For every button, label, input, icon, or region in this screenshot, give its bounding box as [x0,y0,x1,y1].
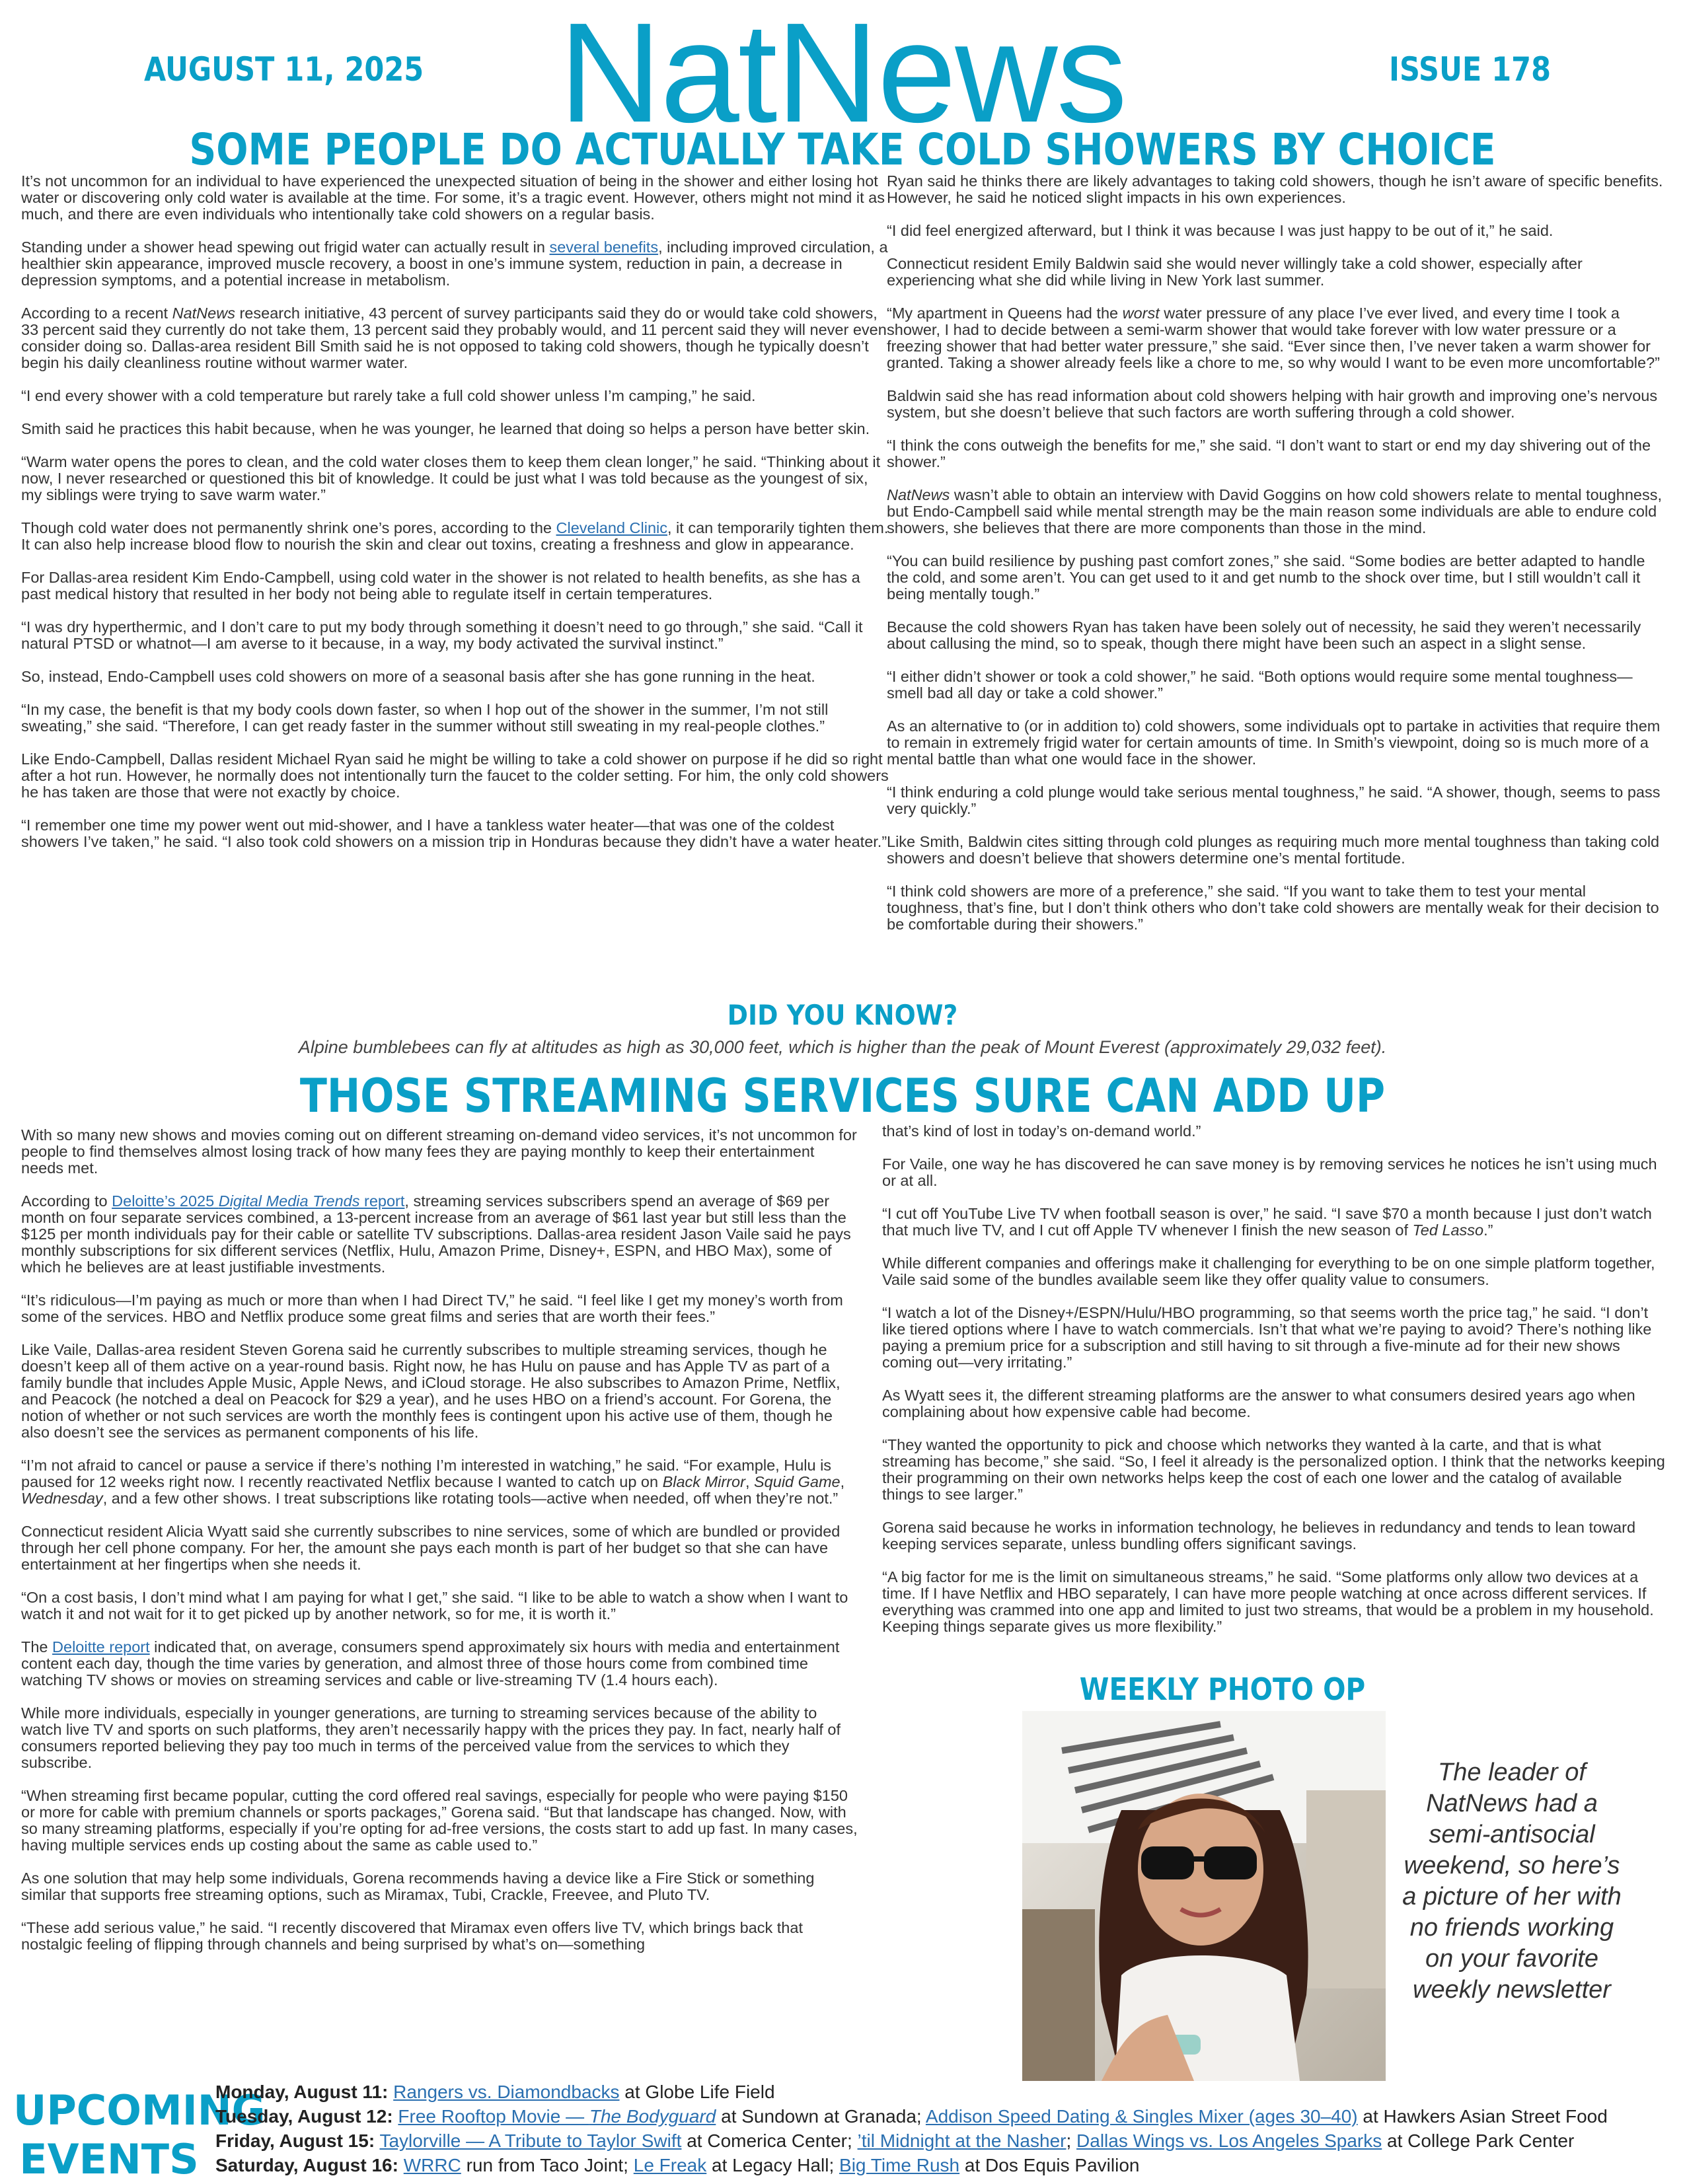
paragraph: “I remember one time my power went out mid-shower, and I have a tankless water heater—that was one of the coldest showers I’ve taken,” he said. “I also took cold showers on a mission trip in Honduras because they didn’t have a water heater.” [21,817,887,850]
paragraph: “I’m not afraid to cancel or pause a service if there’s nothing I’m interested in watching,” he said. “For example, Hulu is paused for 12 weeks right now. I recently reactivated Netflix because I wanted to catch up on Black Mirror, Squid Game, Wednesday, and a few other shows. I treat subscriptions like rotating tools—active when needed, off when they’re not.” [21,1457,845,1507]
article-link[interactable]: Taylorville — A Tribute to Taylor Swift [379,2130,682,2151]
paragraph: Smith said he practices this habit because, when he was younger, he learned that doing so helps a person have better skin. [21,420,870,437]
upcoming-events-list [215,2080,1669,2177]
issue-date: AUGUST 11, 2025 [144,50,424,89]
paragraph: “Warm water opens the pores to clean, and the cold water closes them to keep them clean longer,” he said. “Thinking about it now, I never researched or questioned this bit of knowledge. It could be just what I was told because as the youngest of six, my siblings were trying to save warm water.” [21,453,881,503]
article-link[interactable]: Le Freak [633,2155,707,2175]
paragraph: “You can build resilience by pushing past comfort zones,” she said. “Some bodies are better adapted to handle the cold, and some aren’t. You can get used to it and get numb to the shock over time, but I still wouldn’t call it being mentally tough.” [887,552,1645,602]
paragraph: Baldwin said she has read information about cold showers helping with hair growth and improving one’s nervous system, but she doesn’t believe that such factors are worth suffering through a cold shower. [887,387,1658,421]
paragraph: “I think the cons outweigh the benefits for me,” she said. “I don’t want to start or end my day shivering out of the shower.” [887,437,1651,470]
upcoming-events-label: UPCOMING EVENTS [13,2086,266,2183]
article-link[interactable]: Addison Speed Dating & Singles Mixer (ages 30–40) [925,2106,1358,2127]
photo-op-caption: The leader of NatNews had a semi-antisocial weekend, so here’s a picture of her with no friends working on your favorite weekly newsletter [1402,1759,1622,2004]
paragraph: “I watch a lot of the Disney+/ESPN/Hulu/HBO programming, so that seems worth the price tag,” he said. “I don’t like tiered options where I have to watch commercials. Isn’t that what we’re paying to avoid? There’s nothing like paying a premium price for a subscription and still having to sit through a five-minute ad for their new shows coming out—very irritating.” [882,1304,1652,1371]
article-link[interactable]: Rangers vs. Diamondbacks [393,2082,620,2102]
issue-number: ISSUE 178 [1389,50,1552,89]
paragraph: “I think cold showers are more of a preference,” she said. “If you want to take them to test your mental toughness, that’s fine, but I don’t think others who don’t take cold showers are mentally weak for their decision to be comfortable during their showers.” [887,883,1659,933]
paragraph: “In my case, the benefit is that my body cools down faster, so when I hop out of the shower in the summer, I’m not still sweating,” she said. “Therefore, I can get ready faster in the summer without still sweating in my real-people clothes.” [21,701,829,735]
paragraph: “I cut off YouTube Live TV when football season is over,” he said. “I save $70 a month because I just don’t watch that much live TV, and I cut off Apple TV whenever I finish the new season of Ted Lasso.” [882,1205,1652,1239]
paragraph: For Vaile, one way he has discovered he can save money is by removing services he notices he isn’t using much or at all. [882,1155,1657,1189]
paragraph: “My apartment in Queens had the worst water pressure of any place I’ve ever lived, and every time I took a shower, I had to decide between a semi-warm shower that would take forever with low water pressure or a freezing shower that had better water pressure,” she said. “Ever since then, I’ve never taken a warm shower for granted. Taking a shower already feels like a chore to me, so why would I want to be even more uncomfortable?” [887,305,1660,371]
article-link[interactable]: WRRC [403,2155,461,2175]
paragraph: “They wanted the opportunity to pick and choose which networks they wanted à la carte, and that is what streaming has become,” she said. “So, I feel it already is the personalized option. I think that the networks keeping their programming on their own networks helps keep the cost of each one lower and the catalog of available things to see larger.” [882,1436,1665,1503]
article-link[interactable]: several benefits [549,238,659,256]
article2-left-column [21,1127,859,1969]
article2-headline: THOSE STREAMING SERVICES SURE CAN ADD UP [299,1069,1386,1123]
paragraph: The Deloitte report indicated that, on average, consumers spend approximately six hours with media and entertainment content each day, though the time varies by generation, and almost three of those hours come from combined time watching TV shows or movies on streaming services and cable or live-streaming TV (1.4 hours each). [21,1638,840,1689]
paragraph: As Wyatt sees it, the different streaming platforms are the answer to what consumers desired years ago when complaining about how expensive cable had become. [882,1387,1635,1420]
paragraph: “On a cost basis, I don’t mind what I am paying for what I get,” she said. “I like to be able to watch a show when I want to watch it and not wait for it to get picked up by another network, so for me, it is worth it.” [21,1589,848,1622]
woman-with-sunglasses-photo [1022,1711,1386,2081]
paragraph: “I think enduring a cold plunge would take serious mental toughness,” he said. “A shower, though, seems to pass very quickly.” [887,783,1661,817]
paragraph: Because the cold showers Ryan has taken have been solely out of necessity, he said they weren’t necessarily about callusing the mind, so to speak, though there might have been such an aspect in a slight sense. [887,618,1641,652]
paragraph: So, instead, Endo-Campbell uses cold showers on more of a seasonal basis after she has gone running in the heat. [21,668,815,685]
newsletter-title: NatNews [558,0,1127,152]
paragraph: “A big factor for me is the limit on simultaneous streams,” he said. “Some platforms only allow two devices at a time. If I have Netflix and HBO separately, I can have more people watching at once across different services. If everything was crammed into one app and limited to just two streams, that would be a problem in my household. Keeping things separate gives us more flexibility.” [882,1568,1654,1635]
article-link[interactable]: Big Time Rush [839,2155,960,2175]
event-line: Monday, August 11: Rangers vs. Diamondbacks at Globe Life Field [215,2082,775,2102]
article-link[interactable]: Cleveland Clinic [556,519,667,536]
paragraph: Standing under a shower head spewing out frigid water can actually result in several benefits, including improved circulation, a healthier skin appearance, improved muscle recovery, a boost in one’s immune system, reduction in pain, a decrease in depression symptoms, and a potential increase in metabolism. [21,238,888,289]
article-link[interactable]: Free Rooftop Movie — The Bodyguard [398,2106,716,2127]
paragraph: While different companies and offerings make it challenging for everything to be on one simple platform together, Vaile said some of the bundles available seem like they offer quality value to consumers. [882,1255,1655,1288]
paragraph: that’s kind of lost in today’s on-demand world.” [882,1122,1201,1140]
paragraph: “I did feel energized afterward, but I think it was because I was just happy to be out of it,” he said. [887,222,1554,239]
photo-op-image [1022,1711,1386,2081]
article-link[interactable]: ’til Midnight at the Nasher [857,2130,1067,2151]
paragraph: “These add serious value,” he said. “I recently discovered that Miramax even offers live TV, which brings back that nostalgic feeling of flipping through channels and being surprised by what’s on—something [21,1919,803,1953]
paragraph: Connecticut resident Alicia Wyatt said she currently subscribes to nine services, some of which are bundled or provided through her cell phone company. For her, the amount she pays each month is part of her budget so that she can have entertainment at her fingertips when she needs it. [21,1523,841,1573]
event-line: Saturday, August 16: WRRC run from Taco Joint; Le Freak at Legacy Hall; Big Time Rush at Dos Equis Pavilion [215,2155,1140,2175]
paragraph: It’s not uncommon for an individual to have experienced the unexpected situation of being in the shower and either losing hot water or discovering only cold water is available at the time. For some, it’s a tragic event. However, others might not mind it as much, and there are even individuals who intentionally take cold showers on a regular basis. [21,172,885,223]
event-line: Tuesday, August 12: Free Rooftop Movie — The Bodyguard at Sundown at Granada; Addison Speed Dating & Singles Mixer (ages 30–40) at Hawkers Asian Street Food [215,2106,1608,2127]
paragraph: Though cold water does not permanently shrink one’s pores, according to the Cleveland Clinic, it can temporarily tighten them. It can also help increase blood flow to nourish the skin and clear out toxins, creating a freshness and glow in appearance. [21,519,889,553]
paragraph: While more individuals, especially in younger generations, are turning to streaming services because of the ability to watch live TV and sports on such platforms, they aren’t necessarily happy with the prices they pay. In fact, nearly half of consumers reported believing they pay too much in terms of the perceived value from the services to which they subscribe. [21,1704,841,1771]
paragraph: “I either didn’t shower or took a cold shower,” he said. “Both options would require some mental toughness—smell bad all day or take a cold shower.” [887,668,1633,702]
article-link[interactable]: Deloitte’s 2025 Digital Media Trends report [112,1192,405,1210]
paragraph: As one solution that may help some individuals, Gorena recommends having a device like a Fire Stick or something similar that supports free streaming options, such as Miramax, Tubi, Crackle, Freevee, and Pluto TV. [21,1870,815,1903]
photo-op-label: WEEKLY PHOTO OP [1079,1671,1366,1707]
paragraph: “When streaming first became popular, cutting the cord offered real savings, especially for people who were paying $150 or more for cable with premium channels or sports packages,” Gorena said. “But that landscape has changed. Now, with so many streaming platforms, especially if you’re opting for ad-free versions, the costs start to add up fast. In many cases, having multiple services ends up costing about the same as cable used to.” [21,1787,858,1854]
paragraph: For Dallas-area resident Kim Endo-Campbell, using cold water in the shower is not related to health benefits, as she has a past medical history that resulted in her body not being able to regulate itself in certain temperatures. [21,569,860,602]
article-link[interactable]: Deloitte report [52,1638,150,1656]
paragraph: Ryan said he thinks there are likely advantages to taking cold showers, though he isn’t aware of specific benefits. However, he said he noticed slight impacts in his own experiences. [887,172,1663,206]
paragraph: Like Endo-Campbell, Dallas resident Michael Ryan said he might be willing to take a cold shower on purpose if he did so right after a hot run. However, he normally does not intentionally turn the faucet to the colder setting. For him, the only cold showers he has taken are those that were not exactly by choice. [21,750,889,801]
paragraph: According to a recent NatNews research initiative, 43 percent of survey participants said they do or would take cold showers, 33 percent said they currently do not take them, 13 percent said they probably would, and 11 percent said they will never even consider doing so. Dallas-area resident Bill Smith said he is not opposed to taking cold showers, though he typically doesn’t begin his daily cleanliness routine without warmer water. [21,305,887,371]
paragraph: NatNews wasn’t able to obtain an interview with David Goggins on how cold showers relate to mental toughness, but Endo-Campbell said while mental strength may be the main reason some individuals are able to endure cold showers, she believes that there are more components than those in the mind. [887,486,1663,536]
paragraph: As an alternative to (or in addition to) cold showers, some individuals opt to partake in activities that require them to remain in extremely frigid water for certain amounts of time. In Smith’s viewpoint, doing so is much more of a mental battle than what one would face in the shower. [887,717,1661,768]
paragraph: According to Deloitte’s 2025 Digital Media Trends report, streaming services subscribers spend an average of $69 per month on four separate services combined, a 13-percent increase from an average of $61 last year but still less than the $125 per month individuals pay for their cable or satellite TV subscriptions. Dallas-area resident Jason Vaile said he pays monthly subscriptions for six different services (Netflix, Hulu, Amazon Prime, Disney+, ESPN, and HBO Max), some of which he believes are at least justifiable investments. [21,1192,851,1276]
article2-right-column [882,1123,1665,1652]
event-line: Friday, August 15: Taylorville — A Tribute to Taylor Swift at Comerica Center; ’til Midnight at the Nasher; Dallas Wings vs. Los Angeles Sparks at College Park Center [215,2130,1575,2151]
article-link[interactable]: Dallas Wings vs. Los Angeles Sparks [1076,2130,1382,2151]
paragraph: “I was dry hyperthermic, and I don’t care to put my body through something it doesn’t need to go through,” she said. “Call it natural PTSD or whatnot—I am averse to it because, in a way, my body activated the survival instinct.” [21,618,863,652]
did-you-know-fact: Alpine bumblebees can fly at altitudes as high as 30,000 feet, which is higher than the peak of Mount Everest (approximately 29,032 feet). [298,1037,1387,1057]
article1-right-column [887,173,1665,949]
paragraph: Connecticut resident Emily Baldwin said she would never willingly take a cold shower, especially after experiencing what she did while living in New York last summer. [887,255,1583,289]
paragraph: Like Smith, Baldwin cites sitting through cold plunges as requiring much more mental toughness than taking cold showers and doesn’t believe that showers determine one’s mental fortitude. [887,833,1660,867]
article1-left-column [21,173,892,867]
paragraph: “It’s ridiculous—I’m paying as much or more than when I had Direct TV,” he said. “I feel like I get my money’s worth from some of the services. HBO and Netflix produce some great films and series that are worth their fees.” [21,1292,843,1325]
paragraph: Gorena said because he works in information technology, he believes in redundancy and tends to lean toward keeping services separate, unless bundling offers significant savings. [882,1519,1636,1552]
article1-headline: SOME PEOPLE DO ACTUALLY TAKE COLD SHOWERS BY CHOICE [189,124,1496,175]
did-you-know-label: DID YOU KNOW? [727,999,958,1031]
paragraph: Like Vaile, Dallas-area resident Steven Gorena said he currently subscribes to multiple streaming services, though he doesn’t keep all of them active on a year-round basis. Right now, he has Hulu on pause and has Apple TV as part of a family bundle that includes Apple Music, Apple News, and iCloud storage. He also subscribes to Amazon Prime, Netflix, and Peacock (he notched a deal on Peacock for $29 a year), and he uses HBO on a friend’s account. For Gorena, the notion of whether or not such services are worth the monthly fees is contingent upon his active use of them, though he also doesn’t see the services as permanent components of his life. [21,1341,841,1441]
paragraph: With so many new shows and movies coming out on different streaming on-demand video services, it’s not uncommon for people to find themselves almost losing track of how many fees they are paying monthly to keep their entertainment needs met. [21,1126,857,1177]
paragraph: “I end every shower with a cold temperature but rarely take a full cold shower unless I’m camping,” he said. [21,387,756,404]
